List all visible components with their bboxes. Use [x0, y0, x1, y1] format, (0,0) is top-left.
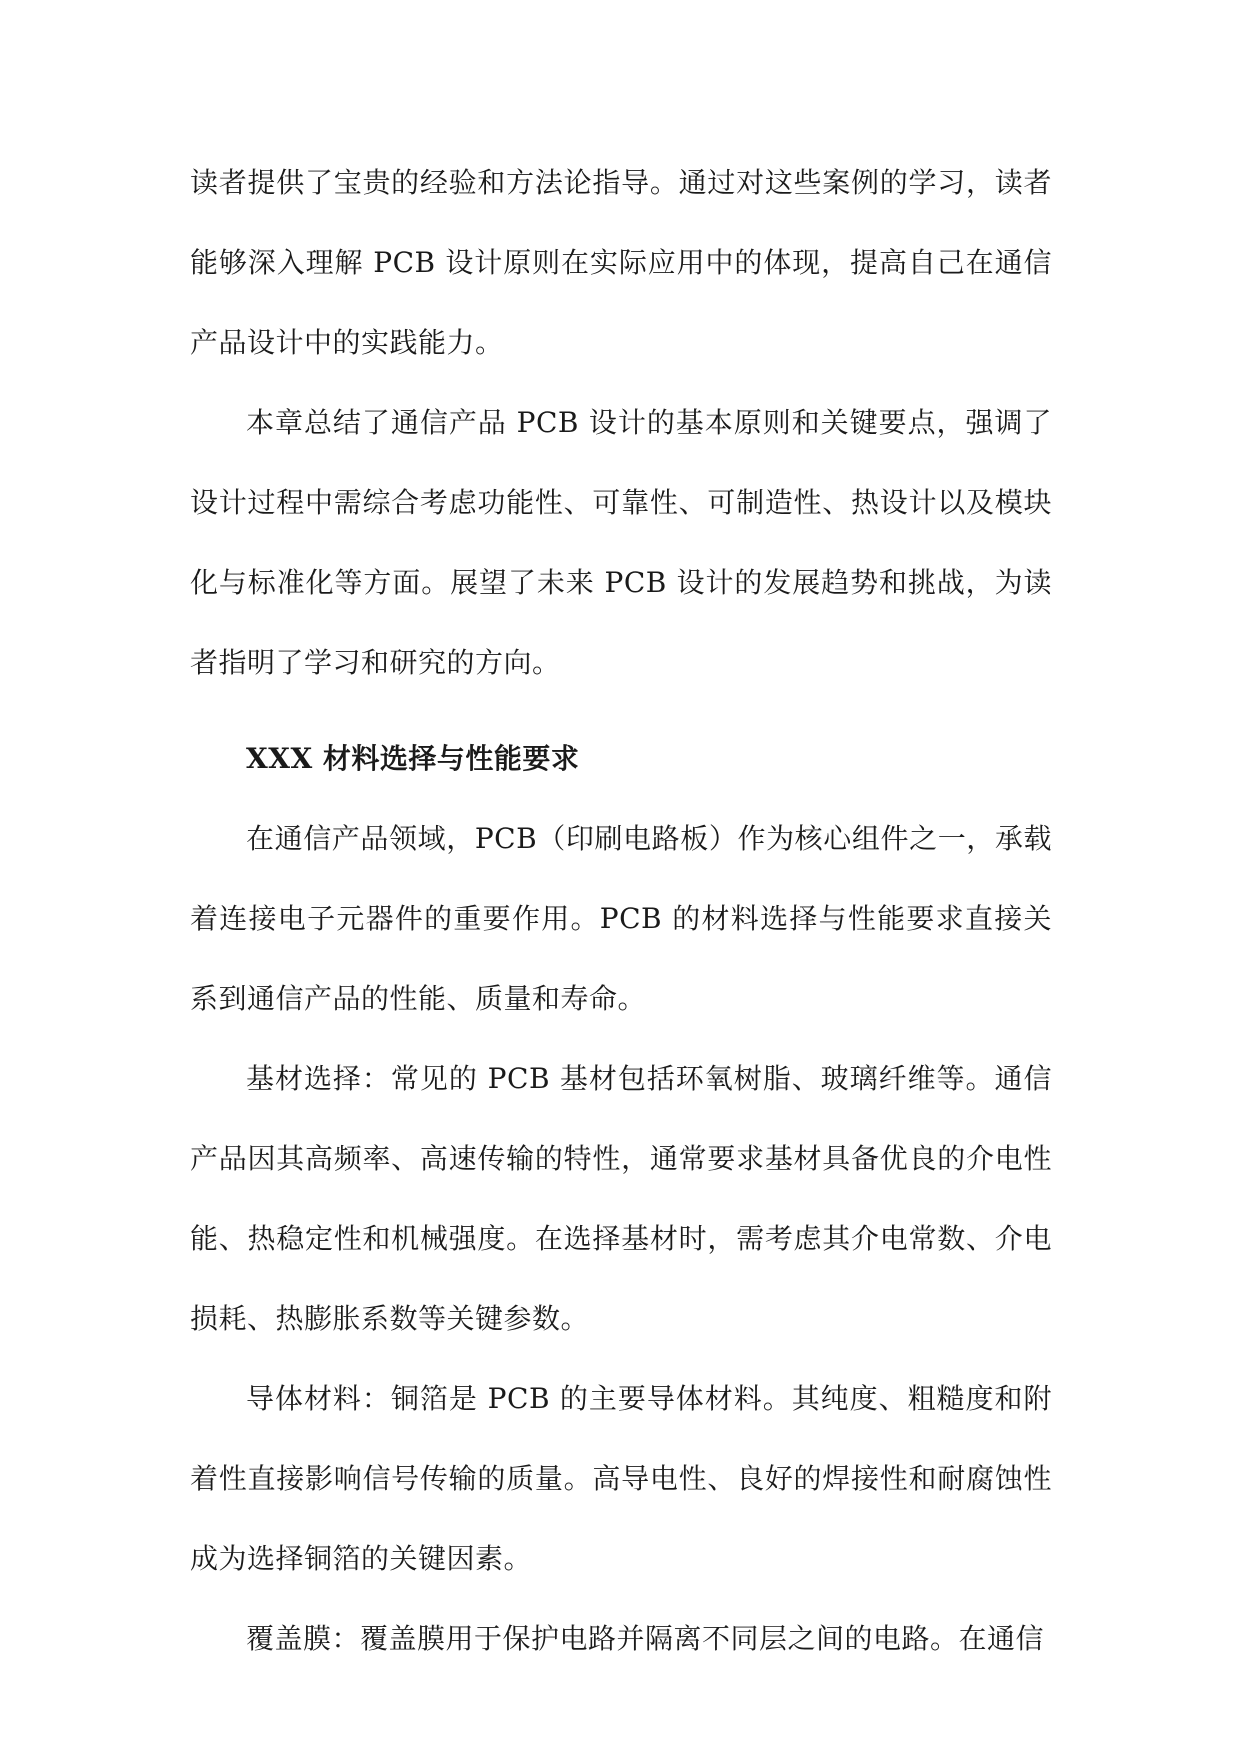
- document-body: [190, 143, 1052, 1679]
- paragraph-intro: 在通信产品领域，PCB（印刷电路板）作为核心组件之一，承载着连接电子元器件的重要作用。PCB 的材料选择与性能要求直接关系到通信产品的性能、质量和寿命。: [190, 822, 1052, 1015]
- section-heading: XXX 材料选择与性能要求: [246, 742, 580, 775]
- paragraph-coverlay: 覆盖膜：覆盖膜用于保护电路并隔离不同层之间的电路。在通信: [246, 1622, 1045, 1655]
- paragraph-continued: 读者提供了宝贵的经验和方法论指导。通过对这些案例的学习，读者能够深入理解 PCB 设计原则在实际应用中的体现，提高自己在通信产品设计中的实践能力。: [190, 166, 1052, 359]
- paragraph-substrate: 基材选择：常见的 PCB 基材包括环氧树脂、玻璃纤维等。通信产品因其高频率、高速传输的特性，通常要求基材具备优良的介电性能、热稳定性和机械强度。在选择基材时，需考虑其介电常数、介电损耗、热膨胀系数等关键参数。: [190, 1062, 1052, 1335]
- paragraph-conductor: 导体材料：铜箔是 PCB 的主要导体材料。其纯度、粗糙度和附着性直接影响信号传输的质量。高导电性、良好的焊接性和耐腐蚀性成为选择铜箔的关键因素。: [190, 1382, 1052, 1575]
- paragraph-chapter-summary: 本章总结了通信产品 PCB 设计的基本原则和关键要点，强调了设计过程中需综合考虑功能性、可靠性、可制造性、热设计以及模块化与标准化等方面。展望了未来 PCB 设计的发展趋势和挑战，为读者指明了学习和研究的方向。: [190, 406, 1052, 679]
